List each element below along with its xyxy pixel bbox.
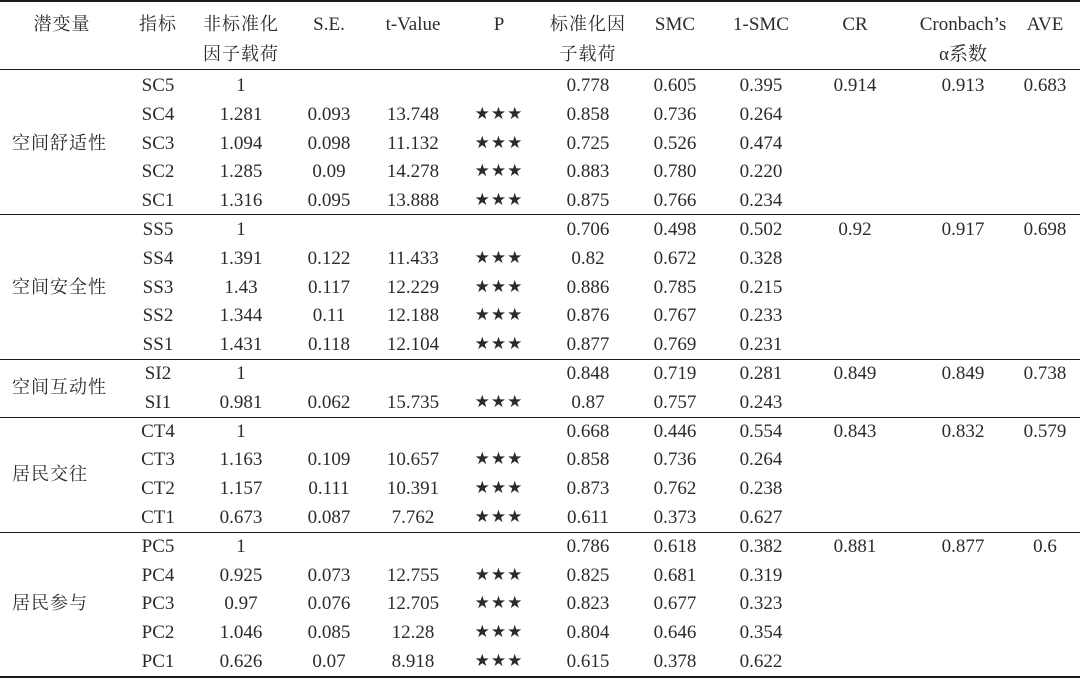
header-unstd-line1: 非标准化 bbox=[203, 14, 279, 35]
t-value-cell: 11.433 bbox=[387, 247, 439, 269]
indicator-cell: SS2 bbox=[142, 305, 174, 327]
latent-variable-label: 居民交往 bbox=[12, 463, 88, 485]
smc-cell: 0.767 bbox=[653, 305, 697, 327]
indicator-cell: PC4 bbox=[141, 564, 175, 586]
header-indicator: 指标 bbox=[139, 14, 177, 35]
latent-variable-label: 空间舒适性 bbox=[12, 132, 107, 154]
unstd-loading-cell: 1.157 bbox=[219, 478, 263, 500]
one-minus-smc-cell: 0.264 bbox=[739, 449, 783, 471]
unstd-loading-cell: 1.391 bbox=[219, 247, 263, 269]
one-minus-smc-cell: 0.220 bbox=[739, 161, 783, 183]
indicator-cell: SC4 bbox=[141, 103, 175, 125]
alpha-value: 0.913 bbox=[941, 75, 985, 96]
smc-cell: 0.498 bbox=[653, 219, 697, 240]
smc-cell: 0.681 bbox=[653, 564, 697, 586]
indicator-cell: PC1 bbox=[141, 651, 175, 672]
p-significance-cell: ★★★ bbox=[474, 276, 524, 297]
t-value-cell: 12.28 bbox=[391, 622, 435, 644]
se-cell: 0.085 bbox=[307, 622, 351, 644]
indicator-cell: PC3 bbox=[141, 593, 175, 615]
cr-value: 0.849 bbox=[833, 363, 877, 384]
p-significance-cell: ★★★ bbox=[474, 391, 524, 412]
std-loading-cell: 0.858 bbox=[566, 103, 610, 125]
one-minus-smc-cell: 0.328 bbox=[739, 247, 783, 269]
one-minus-smc-cell: 0.215 bbox=[739, 276, 783, 298]
unstd-loading-cell: 1 bbox=[236, 420, 246, 442]
unstd-loading-cell: 1 bbox=[236, 75, 246, 96]
one-minus-smc-cell: 0.323 bbox=[739, 593, 783, 615]
std-loading-cell: 0.87 bbox=[571, 391, 605, 413]
cr-value: 0.914 bbox=[833, 75, 877, 96]
indicator-cell: CT3 bbox=[141, 449, 175, 471]
p-significance-cell: ★★★ bbox=[474, 103, 524, 124]
unstd-loading-cell: 0.97 bbox=[224, 593, 258, 615]
se-cell: 0.062 bbox=[307, 391, 351, 413]
t-value-cell: 12.229 bbox=[386, 276, 440, 298]
se-cell: 0.076 bbox=[307, 593, 351, 615]
unstd-loading-cell: 0.626 bbox=[219, 651, 263, 672]
t-value-cell: 8.918 bbox=[391, 651, 435, 672]
cr-value: 0.92 bbox=[838, 219, 872, 240]
smc-cell: 0.757 bbox=[653, 391, 697, 413]
smc-cell: 0.785 bbox=[653, 276, 697, 298]
p-significance-cell: ★★★ bbox=[474, 247, 524, 268]
std-loading-cell: 0.804 bbox=[566, 622, 610, 644]
one-minus-smc-cell: 0.281 bbox=[739, 363, 783, 384]
std-loading-cell: 0.725 bbox=[566, 132, 610, 154]
unstd-loading-cell: 1.285 bbox=[219, 161, 263, 183]
latent-variable-label: 空间互动性 bbox=[12, 377, 107, 399]
std-loading-cell: 0.875 bbox=[566, 190, 610, 212]
indicator-cell: CT2 bbox=[141, 478, 175, 500]
cr-value: 0.843 bbox=[833, 420, 877, 442]
alpha-value: 0.849 bbox=[941, 363, 985, 384]
unstd-loading-cell: 1.046 bbox=[219, 622, 263, 644]
t-value-cell: 12.188 bbox=[386, 305, 440, 327]
std-loading-cell: 0.615 bbox=[566, 651, 610, 672]
indicator-cell: SS4 bbox=[142, 247, 174, 269]
unstd-loading-cell: 1.344 bbox=[219, 305, 263, 327]
t-value-cell: 10.391 bbox=[386, 478, 440, 500]
t-value-cell: 11.132 bbox=[387, 132, 439, 154]
smc-cell: 0.646 bbox=[653, 622, 697, 644]
indicator-cell: SS1 bbox=[142, 334, 174, 356]
se-cell: 0.109 bbox=[307, 449, 351, 471]
unstd-loading-cell: 1.281 bbox=[219, 103, 263, 125]
latent-variable-label: 空间安全性 bbox=[12, 276, 107, 298]
indicator-cell: CT1 bbox=[141, 507, 175, 528]
smc-cell: 0.780 bbox=[653, 161, 697, 183]
header-one-minus-smc: 1-SMC bbox=[733, 14, 789, 35]
header-t: t-Value bbox=[385, 14, 441, 35]
header-se: S.E. bbox=[313, 14, 345, 35]
se-cell: 0.098 bbox=[307, 132, 351, 154]
t-value-cell: 13.888 bbox=[386, 190, 440, 212]
one-minus-smc-cell: 0.382 bbox=[739, 535, 783, 557]
one-minus-smc-cell: 0.395 bbox=[739, 75, 783, 96]
indicator-cell: CT4 bbox=[141, 420, 175, 442]
std-loading-cell: 0.877 bbox=[566, 334, 610, 356]
header-ave: AVE bbox=[1026, 14, 1064, 35]
smc-cell: 0.446 bbox=[653, 420, 697, 442]
alpha-value: 0.832 bbox=[941, 420, 985, 442]
one-minus-smc-cell: 0.264 bbox=[739, 103, 783, 125]
unstd-loading-cell: 1.431 bbox=[219, 334, 263, 356]
header-unstd-line2: 因子载荷 bbox=[203, 44, 279, 65]
ave-value: 0.579 bbox=[1023, 420, 1067, 442]
one-minus-smc-cell: 0.243 bbox=[739, 391, 783, 413]
unstd-loading-cell: 0.925 bbox=[219, 564, 263, 586]
indicator-cell: SC5 bbox=[141, 75, 175, 96]
unstd-loading-cell: 0.673 bbox=[219, 507, 263, 528]
indicator-cell: SC3 bbox=[141, 132, 175, 154]
header-latent: 潜变量 bbox=[33, 14, 91, 35]
smc-cell: 0.762 bbox=[653, 478, 697, 500]
std-loading-cell: 0.706 bbox=[566, 219, 610, 240]
smc-cell: 0.373 bbox=[653, 507, 697, 528]
std-loading-cell: 0.825 bbox=[566, 564, 610, 586]
se-cell: 0.11 bbox=[312, 305, 346, 327]
one-minus-smc-cell: 0.474 bbox=[739, 132, 783, 154]
se-cell: 0.093 bbox=[307, 103, 351, 125]
smc-cell: 0.736 bbox=[653, 449, 697, 471]
std-loading-cell: 0.886 bbox=[566, 276, 610, 298]
std-loading-cell: 0.883 bbox=[566, 161, 610, 183]
header-std-line2: 子载荷 bbox=[559, 44, 617, 65]
p-significance-cell: ★★★ bbox=[474, 334, 524, 355]
unstd-loading-cell: 0.981 bbox=[219, 391, 263, 413]
unstd-loading-cell: 1 bbox=[236, 535, 246, 557]
p-significance-cell: ★★★ bbox=[474, 478, 524, 499]
one-minus-smc-cell: 0.233 bbox=[739, 305, 783, 327]
indicator-cell: SI1 bbox=[144, 391, 172, 413]
t-value-cell: 14.278 bbox=[386, 161, 440, 183]
se-cell: 0.073 bbox=[307, 564, 351, 586]
std-loading-cell: 0.876 bbox=[566, 305, 610, 327]
std-loading-cell: 0.778 bbox=[566, 75, 610, 96]
bottom-rule bbox=[0, 676, 1080, 678]
one-minus-smc-cell: 0.622 bbox=[739, 651, 783, 672]
se-cell: 0.111 bbox=[308, 478, 350, 500]
one-minus-smc-cell: 0.554 bbox=[739, 420, 783, 442]
unstd-loading-cell: 1 bbox=[236, 363, 246, 384]
header-p: P bbox=[493, 14, 505, 35]
header-alpha-line1: Cronbach’s bbox=[919, 14, 1007, 35]
p-significance-cell: ★★★ bbox=[474, 507, 524, 527]
smc-cell: 0.526 bbox=[653, 132, 697, 154]
std-loading-cell: 0.848 bbox=[566, 363, 610, 384]
one-minus-smc-cell: 0.354 bbox=[739, 622, 783, 644]
p-significance-cell: ★★★ bbox=[474, 132, 524, 153]
header-smc: SMC bbox=[654, 14, 696, 35]
t-value-cell: 12.104 bbox=[386, 334, 440, 356]
indicator-cell: SS3 bbox=[142, 276, 174, 298]
smc-cell: 0.378 bbox=[653, 651, 697, 672]
smc-cell: 0.766 bbox=[653, 190, 697, 212]
header-rule bbox=[0, 69, 1080, 70]
smc-cell: 0.736 bbox=[653, 103, 697, 125]
indicator-cell: PC5 bbox=[141, 535, 175, 557]
p-significance-cell: ★★★ bbox=[474, 622, 524, 643]
indicator-cell: SI2 bbox=[144, 363, 172, 384]
se-cell: 0.122 bbox=[307, 247, 351, 269]
t-value-cell: 12.755 bbox=[386, 564, 440, 586]
std-loading-cell: 0.82 bbox=[571, 247, 605, 269]
ave-value: 0.698 bbox=[1023, 219, 1067, 240]
indicator-cell: SC2 bbox=[141, 161, 175, 183]
se-cell: 0.087 bbox=[307, 507, 351, 528]
se-cell: 0.07 bbox=[312, 651, 346, 672]
indicator-cell: SS5 bbox=[142, 219, 174, 240]
smc-cell: 0.677 bbox=[653, 593, 697, 615]
smc-cell: 0.618 bbox=[653, 535, 697, 557]
t-value-cell: 7.762 bbox=[391, 507, 435, 528]
one-minus-smc-cell: 0.319 bbox=[739, 564, 783, 586]
alpha-value: 0.877 bbox=[941, 535, 985, 557]
unstd-loading-cell: 1.094 bbox=[219, 132, 263, 154]
p-significance-cell: ★★★ bbox=[474, 564, 524, 585]
t-value-cell: 10.657 bbox=[386, 449, 440, 471]
latent-variable-label: 居民参与 bbox=[12, 593, 88, 615]
one-minus-smc-cell: 0.231 bbox=[739, 334, 783, 356]
smc-cell: 0.719 bbox=[653, 363, 697, 384]
std-loading-cell: 0.858 bbox=[566, 449, 610, 471]
header-cr: CR bbox=[842, 14, 868, 35]
cr-value: 0.881 bbox=[833, 535, 877, 557]
std-loading-cell: 0.611 bbox=[566, 507, 610, 528]
t-value-cell: 13.748 bbox=[386, 103, 440, 125]
smc-cell: 0.672 bbox=[653, 247, 697, 269]
se-cell: 0.117 bbox=[307, 276, 351, 298]
ave-value: 0.683 bbox=[1023, 75, 1067, 96]
t-value-cell: 15.735 bbox=[386, 391, 440, 413]
smc-cell: 0.769 bbox=[653, 334, 697, 356]
ave-value: 0.6 bbox=[1033, 535, 1057, 557]
smc-cell: 0.605 bbox=[653, 75, 697, 96]
one-minus-smc-cell: 0.238 bbox=[739, 478, 783, 500]
std-loading-cell: 0.668 bbox=[566, 420, 610, 442]
std-loading-cell: 0.873 bbox=[566, 478, 610, 500]
se-cell: 0.095 bbox=[307, 190, 351, 212]
alpha-value: 0.917 bbox=[941, 219, 985, 240]
one-minus-smc-cell: 0.502 bbox=[739, 219, 783, 240]
header-alpha-line2: α系数 bbox=[939, 44, 987, 65]
unstd-loading-cell: 1.163 bbox=[219, 449, 263, 471]
p-significance-cell: ★★★ bbox=[474, 161, 524, 182]
p-significance-cell: ★★★ bbox=[474, 593, 524, 614]
p-significance-cell: ★★★ bbox=[474, 305, 524, 326]
header-std-line1: 标准化因 bbox=[550, 14, 626, 35]
t-value-cell: 12.705 bbox=[386, 593, 440, 615]
unstd-loading-cell: 1.43 bbox=[224, 276, 258, 298]
one-minus-smc-cell: 0.627 bbox=[739, 507, 783, 528]
p-significance-cell: ★★★ bbox=[474, 651, 524, 671]
std-loading-cell: 0.786 bbox=[566, 535, 610, 557]
std-loading-cell: 0.823 bbox=[566, 593, 610, 615]
ave-value: 0.738 bbox=[1023, 363, 1067, 384]
top-rule bbox=[0, 0, 1080, 2]
se-cell: 0.09 bbox=[312, 161, 346, 183]
se-cell: 0.118 bbox=[307, 334, 351, 356]
indicator-cell: SC1 bbox=[141, 190, 175, 212]
one-minus-smc-cell: 0.234 bbox=[739, 190, 783, 212]
p-significance-cell: ★★★ bbox=[474, 449, 524, 470]
unstd-loading-cell: 1.316 bbox=[219, 190, 263, 212]
indicator-cell: PC2 bbox=[141, 622, 175, 644]
p-significance-cell: ★★★ bbox=[474, 190, 524, 211]
unstd-loading-cell: 1 bbox=[236, 219, 246, 240]
